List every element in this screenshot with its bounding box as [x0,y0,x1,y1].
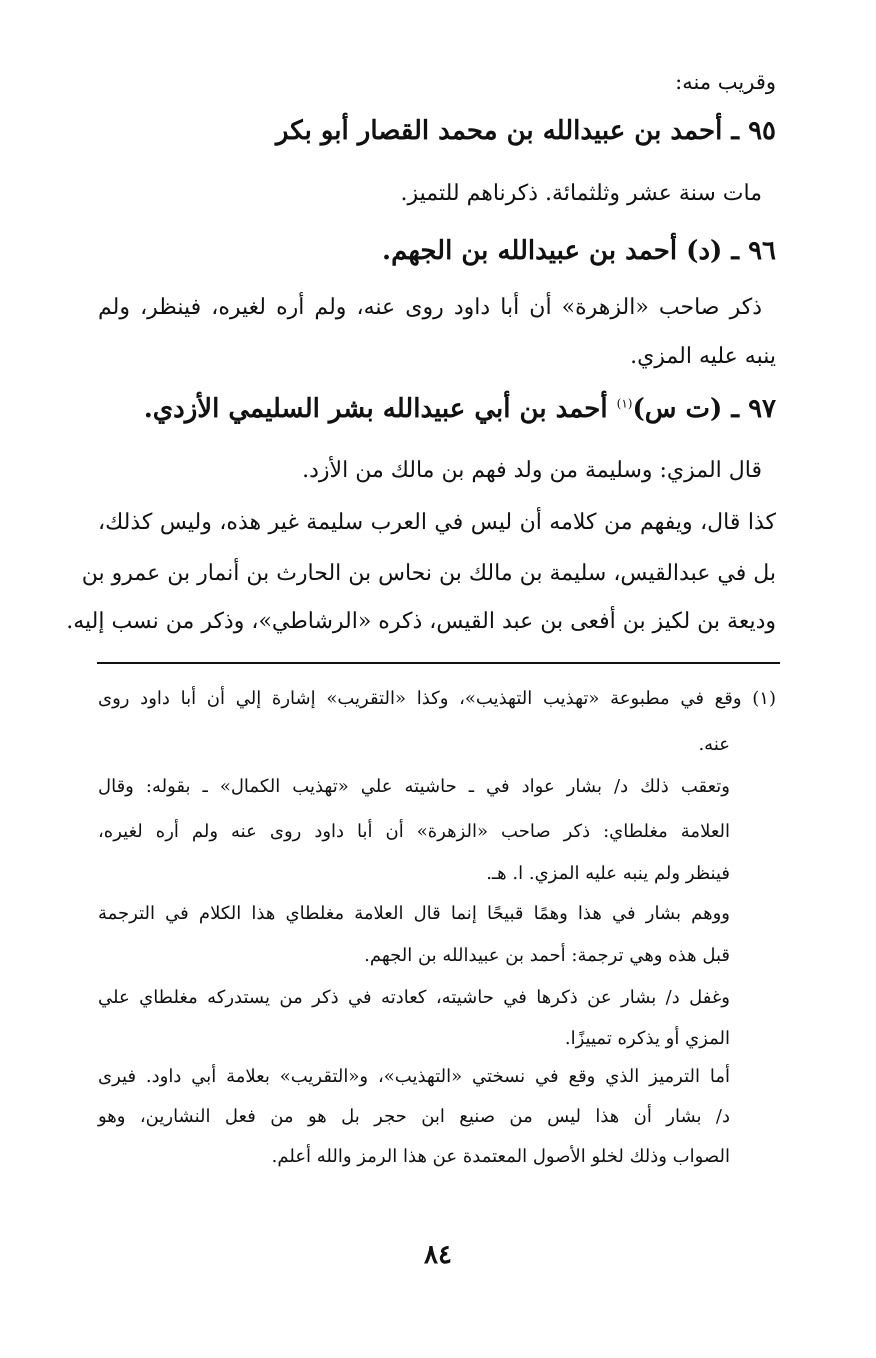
entry-97-line: كذا قال، ويفهم من كلامه أن ليس في العرب سليمة غير هذه، وليس كذلك، [98,510,776,535]
footnote-line: الصواب وذلك لخلو الأصول المعتمدة عن هذا الرمز والله أعلم. [271,1146,730,1167]
entry-97-heading [98,394,776,424]
footnote-line: (١) وقع في مطبوعة «تهذيب التهذيب»، وكذا «التقريب» إشارة إلي أن أبا داود روى [98,688,776,709]
footnote-line: د/ بشار أن هذا ليس من صنيع ابن حجر بل هو من فعل النشارين، وهو [98,1106,730,1127]
footnote-line: وغفل د/ بشار عن ذكرها في حاشيته، كعادته في ذكر من يستدركه مغلطاي علي [98,987,730,1008]
footnote-line: العلامة مغلطاي: ذكر صاحب «الزهرة» أن أبا داود روى عنه ولم أره لغيره، [98,821,730,842]
footnote-line: المزي أو يذكره تمييزًا. [564,1028,730,1049]
entry-95-heading: ٩٥ ـ أحمد بن عبيدالله بن محمد القصار أبو بكر [275,116,776,146]
entry-97-line: قال المزي: وسليمة من ولد فهم بن مالك من الأزد. [302,458,762,483]
entry-96-heading: ٩٦ ـ (د) أحمد بن عبيدالله بن الجهم. [382,236,776,266]
intro-line: وقريب منه: [675,70,776,94]
entry-97-heading-prefix: ٩٧ ـ (ت س) [632,394,776,424]
entry-96-line: ينبه عليه المزي. [630,344,776,369]
footnote-line: قبل هذه وهي ترجمة: أحمد بن عبيدالله بن الجهم. [364,945,730,966]
footnote-line: أما الترميز الذي وقع في نسختي «التهذيب»، و«التقريب» بعلامة أبي داود. فيرى [98,1066,730,1087]
footnote-line: وتعقب ذلك د/ بشار عواد في ـ حاشيته علي «تهذيب الكمال» ـ بقوله: وقال [98,776,730,797]
entry-97-heading-rest: أحمد بن أبي عبيدالله بشر السليمي الأزدي. [143,394,617,424]
entry-97-line: وديعة بن لكيز بن أفعى بن عبد القيس، ذكره «الرشاطي»، وذكر من نسب إليه. [66,609,776,634]
footnote-line: فينظر ولم ينبه عليه المزي. ا. هـ. [486,863,730,884]
footnote-line: عنه. [698,734,730,755]
footnote-divider [97,662,780,664]
entry-96-line: ذكر صاحب «الزهرة» أن أبا داود روى عنه، ولم أره لغيره، فينظر، ولم [98,295,762,320]
page-number: ٨٤ [424,1240,452,1270]
footnote-reference: (١) [616,396,633,411]
entry-95-line: مات سنة عشر وثلثمائة. ذكرناهم للتميز. [400,181,762,206]
footnote-line: ووهم بشار في هذا وهمًا قبيحًا إنما قال العلامة مغلطاي هذا الكلام في الترجمة [98,903,730,924]
entry-97-line: بل في عبدالقيس، سليمة بن مالك بن نحاس بن الحارث بن أنمار بن عمرو بن [81,561,776,586]
